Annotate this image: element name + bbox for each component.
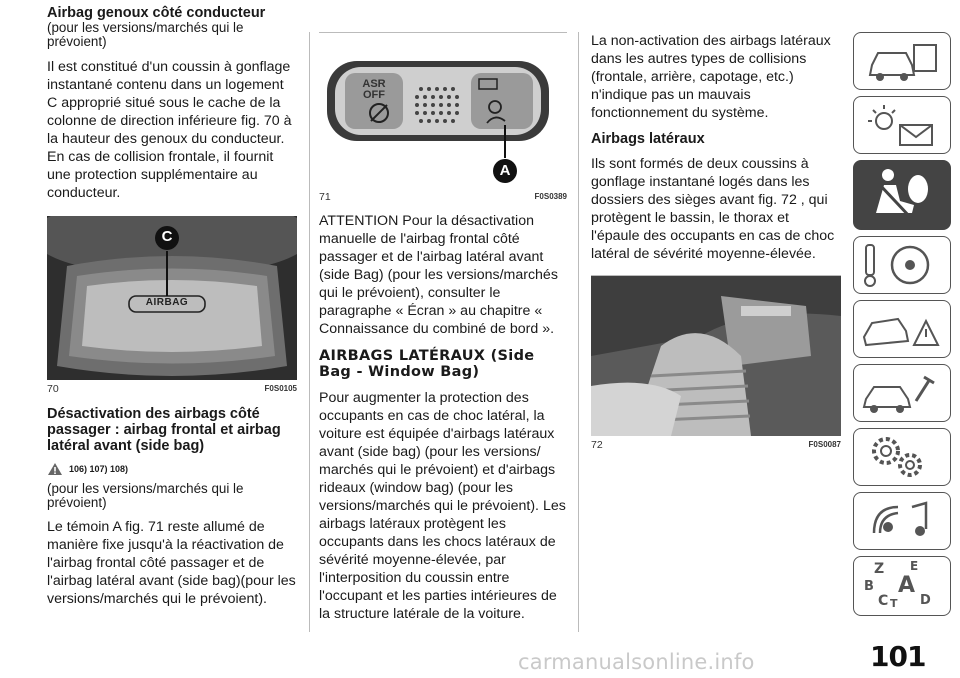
knee-airbag-paragraph: Il est constitué d'un coussin à gonflage instantané contenu dans un logement C approprié situé sous le cache de la colonne de direction inférieure fig. 70 à la hauteur des genoux du conducteur. En cas de collision frontale, il fournit une protection supplémentaire au conducteur.: [47, 59, 292, 201]
figure-72-caption: [591, 436, 841, 454]
asr-text: ASR: [362, 78, 386, 90]
attention-paragraph: ATTENTION Pour la désactivation manuelle de l'airbag frontal côté passager et de l'airbag latéral avant (side Bag) (pour les versions/marchés qui le prévoient), consulter le paragraphe « Écran » au chapitre « Connaissance du combiné de bord ».: [319, 213, 558, 337]
warning-lights-icon: [854, 97, 949, 152]
warning-references: [47, 462, 297, 476]
figure-code: F0S0389: [534, 192, 567, 201]
multimedia-icon: [854, 493, 949, 548]
figure-70-knee-airbag: [47, 216, 297, 380]
non-activation-paragraph: La non-activation des airbags latéraux dans les autres types de collisions (frontale, arrière, capotage, etc.) n'indique pas un mauvais fonctionnement du système.: [591, 33, 831, 121]
knee-airbag-note: (pour les versions/marchés qui le prévoient): [47, 20, 244, 49]
figure-code: F0S0087: [808, 440, 841, 449]
seatbelt-airbag-icon: [854, 161, 949, 227]
tab-multimedia[interactable]: [853, 492, 951, 550]
alphabetical-index-icon: [854, 557, 949, 613]
figure-number: 70: [47, 383, 59, 395]
steering-wheel-key-icon: [854, 237, 949, 292]
watermark: carmanualsonline.info: [518, 650, 755, 674]
car-accident-icon: [854, 301, 949, 356]
lateral-airbags-paragraph: Ils sont formés de deux coussins à gonflage instantané logés dans les dossiers des sièges avant fig. 72 , qui protègent le bassin, le thorax et l'épaule des occupants en cas de choc latéral de sévérité moyenne-élevée.: [591, 156, 835, 262]
figure-code: F0S0105: [264, 384, 297, 393]
gears-icon: [854, 429, 949, 484]
figure-label-c: C: [161, 228, 173, 245]
column-divider: [309, 32, 310, 632]
figure-label-a: A: [499, 162, 511, 179]
tab-maintenance[interactable]: [853, 364, 951, 422]
deactivation-title: Désactivation des airbags côté passager : airbag frontal et airbag latéral avant (side bag): [47, 406, 281, 454]
warning-triangle-icon: [47, 462, 63, 476]
index-letter: C: [878, 593, 889, 609]
column-divider: [578, 32, 579, 632]
figure-71-switch-panel: [319, 33, 567, 188]
figure-number: 72: [591, 439, 603, 451]
knee-airbag-title: Airbag genoux côté conducteur: [47, 5, 266, 21]
front-seat-illustration: [591, 276, 841, 436]
tab-warning-lights[interactable]: [853, 96, 951, 154]
column-3: [591, 0, 841, 454]
tab-emergency[interactable]: [853, 300, 951, 358]
column-2: [319, 0, 567, 623]
lateral-airbags-title: Airbags latéraux: [591, 131, 705, 147]
tab-technical-data[interactable]: [853, 428, 951, 486]
index-letter: D: [920, 593, 931, 608]
index-letter: E: [910, 559, 919, 573]
index-letter: Z: [874, 561, 885, 577]
tab-car-info[interactable]: [853, 32, 951, 90]
figure-71-caption: [319, 188, 567, 206]
asr-off-label: [357, 79, 391, 101]
side-airbags-heading: AIRBAGS LATÉRAUX (Side Bag - Window Bag): [319, 348, 535, 380]
switch-panel-illustration: [319, 33, 567, 188]
tab-index[interactable]: [853, 556, 951, 616]
deactivation-paragraph: Le témoin A fig. 71 reste allumé de manière fixe jusqu'à la réactivation de l'airbag frontal côté passager et de l'airbag latéral avant (side bag)(pour les versions/marchés qui le prévoient).: [47, 519, 296, 607]
tab-safety[interactable]: [853, 160, 951, 230]
car-service-icon: [854, 365, 949, 420]
page-number: 101: [870, 640, 926, 673]
figure-72-front-seat: [591, 276, 841, 436]
index-letter: A: [898, 573, 916, 598]
column-1: [47, 0, 297, 608]
car-info-icon: [854, 33, 949, 88]
deactivation-note: (pour les versions/marchés qui le prévoient): [47, 481, 244, 510]
off-text: OFF: [363, 89, 385, 101]
tab-starting-driving[interactable]: [853, 236, 951, 294]
side-airbags-paragraph: Pour augmenter la protection des occupants en cas de choc latéral, la voiture est équipée d'airbags latéraux avant (side bag) (pour les versions/ marchés qui le prévoient) et d'airbags rideaux (window bag) (pour les versions/marchés qui le prévoient). Les airbags latéraux protègent les occupants dans les chocs latéraux de sévérité moyenne-élevée, par l'interposition du coussin entre l'occupant et les parties intérieures de la structure latérale de la voiture.: [319, 390, 566, 622]
index-letter: B: [864, 579, 874, 594]
index-letter: T: [890, 597, 898, 610]
warning-refs-text: 106) 107) 108): [69, 464, 129, 474]
figure-number: 71: [319, 191, 331, 203]
airbag-cover-text: AIRBAG: [145, 297, 189, 308]
figure-70-caption: [47, 380, 297, 398]
